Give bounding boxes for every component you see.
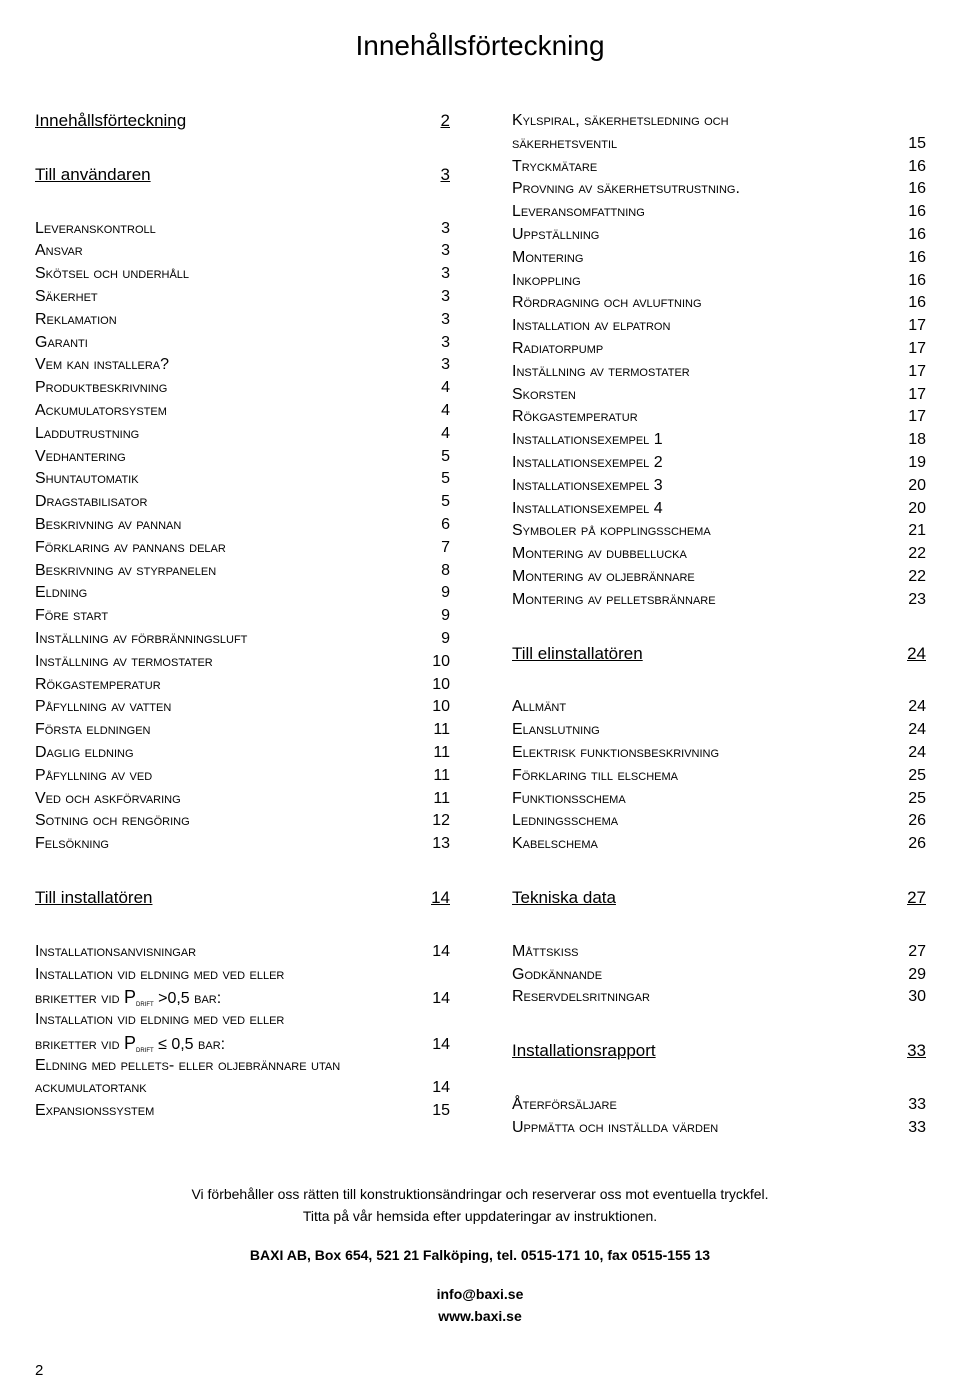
toc-entry[interactable] — [35, 696, 450, 719]
toc-entry[interactable] — [512, 589, 926, 612]
toc-entry[interactable] — [35, 560, 450, 583]
toc-entry[interactable] — [35, 719, 450, 742]
pressure-subscript: drift — [135, 1044, 154, 1054]
toc-entry[interactable] — [35, 674, 450, 697]
toc-entry-label: Dragstabilisator — [35, 493, 148, 511]
toc-entry[interactable] — [512, 810, 926, 833]
toc-entry-label: Inkoppling — [512, 271, 581, 289]
toc-entry-label: Rördragning och avluftning — [512, 294, 702, 312]
toc-entry-label: Rökgastemperatur — [512, 408, 638, 426]
toc-page-number: 20 — [908, 476, 926, 494]
toc-entry[interactable] — [512, 201, 926, 224]
toc-entry-label: ackumulatortank — [35, 1079, 147, 1097]
toc-page-number: 10 — [432, 652, 450, 670]
toc-page-number: 14 — [431, 887, 450, 907]
toc-entry-label: Installationsexempel 4 — [512, 499, 663, 517]
toc-page-number: 8 — [441, 561, 450, 579]
section-spacer — [35, 856, 450, 887]
toc-page-number: 4 — [441, 401, 450, 419]
toc-page-number: 15 — [908, 134, 926, 152]
toc-entry-label: Säkerhet — [35, 287, 98, 305]
toc-page-number: 27 — [907, 887, 926, 907]
toc-page-number: 10 — [432, 698, 450, 716]
section-spacer — [35, 187, 450, 218]
toc-entry-label: Uppmätta och inställda värden — [512, 1118, 719, 1136]
toc-entry-label: Felsökning — [35, 835, 109, 853]
toc-entry-label: Eldning — [35, 584, 88, 602]
toc-page-number: 17 — [908, 362, 926, 380]
toc-entry-label: Rökgastemperatur — [35, 675, 161, 693]
pressure-symbol: P — [123, 1032, 136, 1053]
toc-entry[interactable] — [35, 446, 450, 469]
toc-entry[interactable] — [512, 361, 926, 384]
toc-entry-label: Inställning av termostater — [35, 652, 213, 670]
toc-section-heading[interactable] — [512, 643, 926, 666]
toc-entry[interactable] — [512, 178, 926, 201]
toc-page-number: 16 — [908, 225, 926, 243]
toc-page-number: 18 — [908, 431, 926, 449]
website-link[interactable]: www.baxi.se — [438, 1308, 522, 1324]
toc-entry-label: Kylspiral, säkerhetsledning och — [512, 112, 729, 129]
toc-page-number: 24 — [907, 643, 926, 663]
toc-page-number: 11 — [433, 743, 450, 761]
toc-entry[interactable] — [35, 941, 450, 964]
toc-page-number: 17 — [908, 385, 926, 403]
toc-entry[interactable] — [512, 498, 926, 521]
toc-page-number: 3 — [441, 242, 450, 260]
toc-entry-label: Kabelschema — [512, 835, 598, 853]
toc-entry[interactable] — [512, 941, 926, 964]
toc-entry[interactable] — [35, 263, 450, 286]
toc-entry[interactable] — [35, 788, 450, 811]
toc-page-number: 11 — [433, 789, 450, 807]
toc-entry[interactable] — [512, 964, 926, 987]
toc-page-number: 26 — [908, 812, 926, 830]
toc-page-number: 25 — [908, 766, 926, 784]
toc-entry-label: Leveranskontroll — [35, 219, 156, 237]
toc-entry[interactable] — [512, 406, 926, 429]
toc-page-number: 13 — [432, 835, 450, 853]
toc-entry-label: Vem kan installera? — [35, 356, 170, 374]
toc-page-number: 20 — [908, 499, 926, 517]
toc-section-heading[interactable] — [512, 1040, 926, 1063]
toc-entry-label: Ansvar — [35, 242, 83, 260]
toc-page-number: 30 — [908, 988, 926, 1006]
toc-entry-label: Allmänt — [512, 698, 567, 716]
toc-entry[interactable] — [35, 286, 450, 309]
toc-entry-label: Till elinstallatören — [512, 643, 643, 663]
toc-entry[interactable] — [512, 696, 926, 719]
section-spacer — [512, 665, 926, 696]
toc-entry-label: Ledningsschema — [512, 812, 619, 830]
toc-entry[interactable] — [512, 270, 926, 293]
toc-entry[interactable] — [512, 338, 926, 361]
toc-page-number: 2 — [440, 111, 450, 130]
toc-section-heading[interactable] — [35, 887, 450, 910]
toc-left-column — [35, 110, 450, 1123]
toc-entry-label: Installationsexempel 3 — [512, 476, 663, 494]
toc-entry[interactable] — [35, 309, 450, 332]
section-spacer — [512, 856, 926, 887]
toc-entry[interactable] — [512, 292, 926, 315]
toc-page-number: 3 — [441, 219, 450, 237]
toc-page-number: 4 — [441, 424, 450, 442]
toc-entry[interactable] — [35, 810, 450, 833]
toc-page-number: 3 — [441, 310, 450, 328]
disclaimer-line-2: Titta på vår hemsida efter uppdateringar av instruktionen. — [302, 1208, 658, 1224]
toc-page-number: 9 — [441, 629, 450, 647]
toc-entry[interactable] — [35, 1077, 450, 1100]
toc-page-number: 5 — [441, 447, 450, 465]
toc-page-number: 4 — [441, 379, 450, 397]
toc-entry[interactable] — [35, 628, 450, 651]
toc-page-number: 22 — [908, 567, 926, 585]
toc-entry-label: Garanti — [35, 333, 88, 351]
toc-section-heading[interactable] — [35, 110, 450, 133]
toc-page-number: 19 — [908, 453, 926, 471]
page-number: 2 — [35, 1362, 44, 1379]
toc-entry-label: briketter vid $P_{drift} >0,5$ bar: — [35, 987, 222, 1009]
toc-page-number: 29 — [908, 965, 926, 983]
toc-entry[interactable] — [512, 986, 926, 1009]
toc-page-number: 9 — [441, 584, 450, 602]
toc-entry-label: Installation av elpatron — [512, 317, 671, 335]
toc-entry-label: Sotning och rengöring — [35, 812, 190, 830]
toc-entry-label: Inställning av förbränningsluft — [35, 629, 248, 647]
toc-entry-label: Återförsäljare — [512, 1095, 617, 1113]
toc-entry-label: Leveransomfattning — [512, 203, 645, 221]
section-spacer — [35, 133, 450, 164]
toc-entry-label: Uppställning — [512, 225, 600, 243]
section-spacer — [512, 1009, 926, 1040]
toc-entry[interactable] — [512, 133, 926, 156]
section-spacer — [35, 910, 450, 941]
pressure-condition: ≤ 0,5 bar: — [153, 1035, 226, 1053]
toc-entry[interactable] — [35, 1009, 450, 1032]
toc-entry[interactable] — [512, 247, 926, 270]
toc-entry-label: Förklaring till elschema — [512, 766, 678, 784]
toc-entry[interactable] — [35, 582, 450, 605]
toc-page-number: 16 — [908, 203, 926, 221]
toc-entry-label: Före start — [35, 607, 109, 625]
toc-entry-label: Till installatören — [35, 887, 153, 907]
toc-entry[interactable] — [35, 377, 450, 400]
toc-entry-label: Påfyllning av ved — [35, 766, 153, 784]
pressure-subscript: drift — [135, 999, 154, 1009]
toc-page-number: 5 — [441, 493, 450, 511]
toc-page-number: 3 — [441, 265, 450, 283]
toc-entry[interactable] — [512, 156, 926, 179]
toc-entry-label: Godkännande — [512, 965, 603, 983]
toc-page-number: 9 — [441, 607, 450, 625]
toc-entry-label: Shuntautomatik — [35, 470, 139, 488]
toc-section-heading[interactable] — [512, 887, 926, 910]
toc-page-number: 24 — [908, 721, 926, 739]
disclaimer — [0, 1183, 960, 1227]
toc-entry-label: Montering av pelletsbrännare — [512, 590, 716, 608]
toc-page-number: 17 — [908, 317, 926, 335]
toc-page-number: 16 — [908, 248, 926, 266]
toc-entry-label: Ved och askförvaring — [35, 789, 181, 807]
toc-entry-label: Beskrivning av pannan — [35, 515, 182, 533]
toc-entry[interactable] — [35, 1100, 450, 1123]
toc-page-number: 14 — [432, 990, 450, 1008]
toc-entry-label: Första eldningen — [35, 721, 151, 739]
toc-page-number: 25 — [908, 789, 926, 807]
toc-entry[interactable] — [512, 1094, 926, 1117]
toc-page-number: 11 — [433, 766, 450, 784]
toc-entry[interactable] — [512, 543, 926, 566]
toc-page-number: 24 — [908, 698, 926, 716]
toc-entry-label: Vedhantering — [35, 447, 126, 465]
toc-entry-label: Inställning av termostater — [512, 362, 690, 380]
toc-entry[interactable] — [35, 651, 450, 674]
toc-page-number: 23 — [908, 590, 926, 608]
toc-entry[interactable] — [35, 1032, 450, 1055]
toc-entry-label: Symboler på kopplingsschema — [512, 522, 711, 540]
toc-page-number: 16 — [908, 294, 926, 312]
toc-entry[interactable] — [35, 605, 450, 628]
toc-section-heading[interactable] — [35, 164, 450, 187]
section-spacer — [512, 910, 926, 941]
toc-entry-label: Installation vid eldning med ved eller — [35, 1011, 285, 1029]
disclaimer-line-1: Vi förbehåller oss rätten till konstruktionsändringar och reserverar oss mot eventuella tryckfel. — [191, 1186, 769, 1202]
section-spacer — [512, 612, 926, 643]
toc-entry-label: Installationsexempel 1 — [512, 431, 663, 449]
toc-entry[interactable] — [35, 332, 450, 355]
toc-entry[interactable] — [512, 719, 926, 742]
toc-entry-label: Montering av dubbellucka — [512, 545, 687, 563]
toc-page-number: 33 — [907, 1041, 926, 1061]
toc-entry-label: Installationsanvisningar — [35, 942, 197, 960]
toc-page-number: 3 — [441, 333, 450, 351]
toc-entry[interactable] — [512, 566, 926, 589]
toc-entry[interactable] — [512, 452, 926, 475]
toc-page-number: 17 — [908, 408, 926, 426]
toc-entry-label: Produktbeskrivning — [35, 379, 168, 397]
toc-page-number: 22 — [908, 545, 926, 563]
toc-page-number: 16 — [908, 180, 926, 198]
toc-page-number: 24 — [908, 743, 926, 761]
toc-entry[interactable] — [35, 354, 450, 377]
toc-entry[interactable] — [512, 429, 926, 452]
toc-entry-label: Funktionsschema — [512, 789, 626, 807]
toc-entry[interactable] — [512, 765, 926, 788]
pressure-symbol: P — [123, 987, 136, 1008]
company-address: BAXI AB, Box 654, 521 21 Falköping, tel. 0515-171 10, fax 0515-155 13 — [249, 1247, 711, 1263]
toc-entry-label: Installation vid eldning med ved eller — [35, 965, 285, 983]
toc-page-number: 17 — [908, 339, 926, 357]
toc-entry[interactable] — [35, 1055, 450, 1078]
toc-page-number: 11 — [433, 721, 450, 739]
toc-page-number: 16 — [908, 271, 926, 289]
toc-entry-label: Montering — [512, 248, 584, 266]
toc-entry-label: säkerhetsventil — [512, 134, 618, 152]
toc-page-number: 3 — [441, 287, 450, 305]
toc-entry-label: Elektrisk funktionsbeskrivning — [512, 743, 720, 761]
toc-entry-label: Skorsten — [512, 385, 576, 403]
toc-page-number: 5 — [441, 470, 450, 488]
toc-entry-label: Reservdelsritningar — [512, 988, 650, 1006]
toc-page-number: 15 — [432, 1102, 450, 1120]
section-spacer — [512, 1063, 926, 1094]
toc-entry-label: Reklamation — [35, 310, 117, 328]
email-link[interactable]: info@baxi.se — [436, 1286, 524, 1302]
toc-entry-label: Ackumulatorsystem — [35, 401, 167, 419]
toc-entry-label: Montering av oljebrännare — [512, 567, 695, 585]
toc-entry[interactable] — [35, 491, 450, 514]
toc-page-number: 12 — [432, 812, 450, 830]
toc-page-number: 21 — [908, 522, 926, 540]
page-title: Innehållsförteckning — [355, 30, 605, 61]
toc-entry-label: Daglig eldning — [35, 743, 134, 761]
toc-page-number: 14 — [432, 1035, 450, 1053]
toc-entry-label: Installationsrapport — [512, 1041, 656, 1061]
toc-entry[interactable] — [35, 514, 450, 537]
toc-page-number: 14 — [432, 1079, 450, 1097]
toc-page-number: 10 — [432, 675, 450, 693]
toc-page-number: 16 — [908, 157, 926, 175]
toc-page-number: 33 — [908, 1118, 926, 1136]
contact-info — [0, 1283, 960, 1327]
toc-page-number: 6 — [441, 515, 450, 533]
toc-entry[interactable] — [35, 537, 450, 560]
toc-entry[interactable] — [512, 224, 926, 247]
toc-entry-label: Förklaring av pannans delar — [35, 538, 226, 556]
toc-entry-label: Laddutrustning — [35, 424, 140, 442]
toc-entry-label: Tekniska data — [512, 887, 616, 907]
toc-entry[interactable] — [35, 742, 450, 765]
toc-entry[interactable] — [35, 986, 450, 1009]
toc-entry[interactable] — [35, 833, 450, 856]
pressure-condition: >0,5 bar: — [153, 990, 222, 1008]
toc-entry[interactable] — [512, 833, 926, 856]
toc-page-number: 3 — [440, 164, 450, 184]
toc-page-number: 3 — [441, 356, 450, 374]
toc-entry[interactable] — [512, 520, 926, 543]
toc-entry-label: Innehållsförteckning — [35, 111, 187, 130]
toc-entry-label: Till användaren — [35, 164, 151, 184]
toc-entry[interactable] — [512, 1117, 926, 1140]
toc-entry-label: Provning av säkerhetsutrustning. — [512, 180, 740, 198]
toc-entry-label: Elanslutning — [512, 721, 600, 739]
toc-entry-label: briketter vid $P_{drift} \le 0,5$ bar: — [35, 1032, 226, 1054]
toc-entry[interactable] — [512, 384, 926, 407]
toc-page-number: 7 — [441, 538, 450, 556]
toc-entry[interactable] — [35, 964, 450, 987]
toc-entry-label: Radiatorpump — [512, 339, 604, 357]
toc-entry-label: Påfyllning av vatten — [35, 698, 172, 716]
toc-entry-label: Tryckmätare — [512, 157, 598, 175]
toc-entry[interactable] — [35, 218, 450, 241]
toc-entry[interactable] — [35, 765, 450, 788]
toc-entry-label: Installationsexempel 2 — [512, 453, 663, 471]
toc-entry[interactable] — [35, 423, 450, 446]
toc-entry-label: Eldning med pellets- eller oljebrännare utan — [35, 1056, 341, 1074]
toc-entry-label: Skötsel och underhåll — [35, 265, 190, 283]
toc-entry-label: Måttskiss — [512, 942, 579, 960]
toc-entry[interactable] — [35, 468, 450, 491]
toc-page-number: 14 — [432, 942, 450, 960]
toc-page-number: 33 — [908, 1095, 926, 1113]
toc-page-number: 27 — [908, 942, 926, 960]
toc-entry[interactable] — [512, 742, 926, 765]
toc-entry-label: Expansionssystem — [35, 1102, 155, 1120]
toc-page-number: 26 — [908, 835, 926, 853]
toc-entry[interactable] — [512, 475, 926, 498]
toc-right-column — [512, 110, 926, 1139]
toc-entry[interactable] — [512, 788, 926, 811]
toc-entry[interactable] — [35, 400, 450, 423]
toc-entry[interactable] — [512, 110, 926, 133]
toc-entry[interactable] — [35, 240, 450, 263]
toc-entry-label: Beskrivning av styrpanelen — [35, 561, 217, 579]
toc-entry[interactable] — [512, 315, 926, 338]
